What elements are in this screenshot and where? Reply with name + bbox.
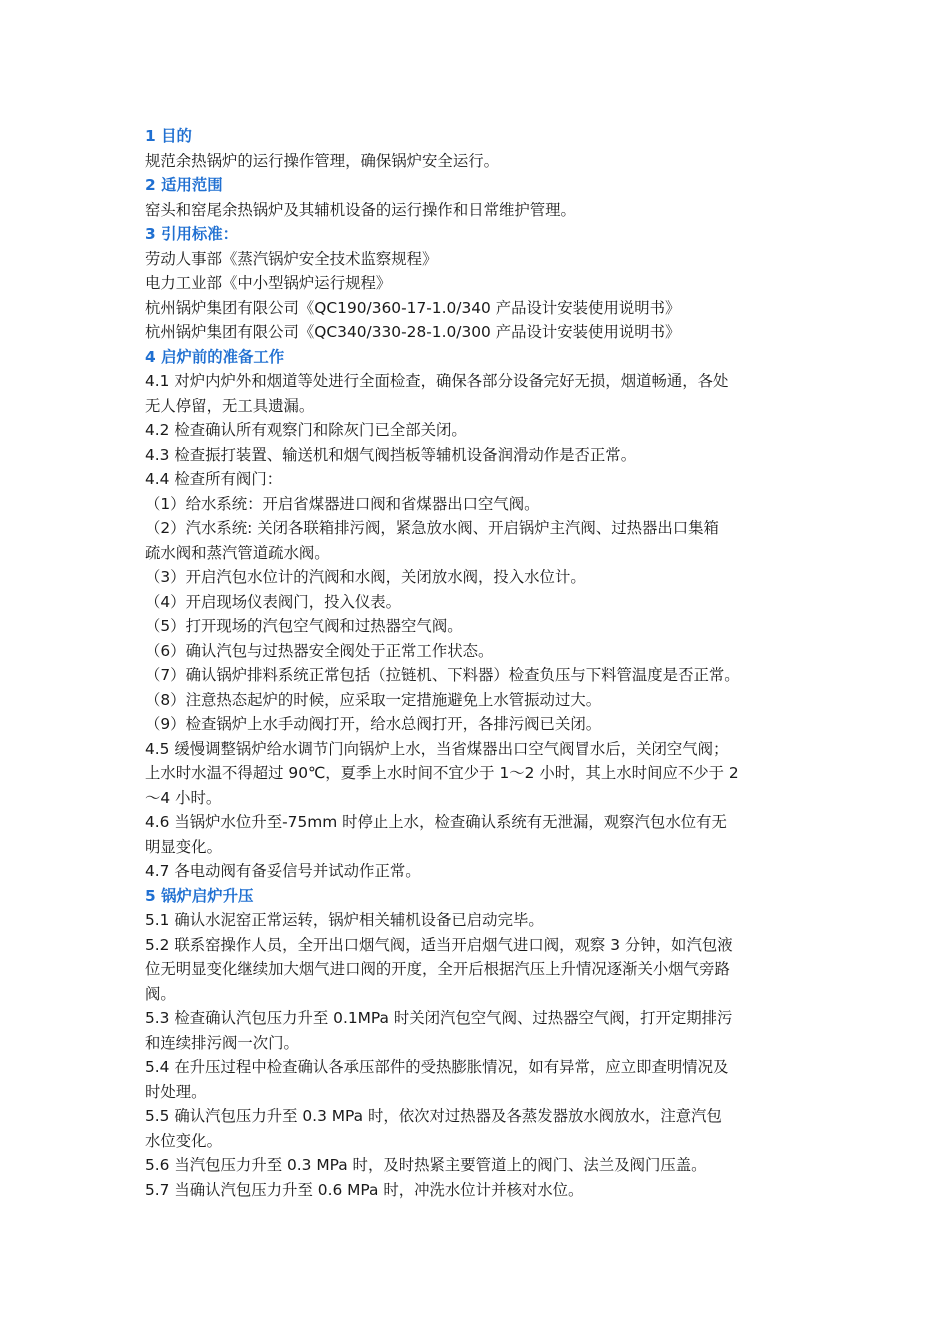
- text-line: 5.5 确认汽包压力升至 0.3 MPa 时，依次对过热器及各蒸发器放水阀放水，注意汽包: [145, 1107, 722, 1125]
- text-line: （7）确认锅炉排料系统正常包括（拉链机、下料器）检查负压与下料管温度是否正常。: [145, 666, 740, 684]
- section-heading: 1 目的: [145, 127, 192, 145]
- section-heading: 2 适用范围: [145, 176, 223, 194]
- text-line: 疏水阀和蒸汽管道疏水阀。: [145, 543, 330, 562]
- text-line: 规范余热锅炉的运行操作管理，确保锅炉安全运行。: [145, 151, 499, 170]
- text-line: 和连续排污阀一次门。: [145, 1033, 299, 1052]
- text-line: 5.6 当汽包压力升至 0.3 MPa 时，及时热紧主要管道上的阀门、法兰及阀门压盖。: [145, 1156, 707, 1174]
- document-body: [145, 124, 810, 1202]
- text-line: 5.1 确认水泥窑正常运转，锅炉相关辅机设备已启动完毕。: [145, 911, 544, 929]
- section-heading: 5 锅炉启炉升压: [145, 886, 254, 905]
- text-line: 4.5 缓慢调整锅炉给水调节门向锅炉上水，当省煤器出口空气阀冒水后，关闭空气阀；: [145, 739, 729, 758]
- text-line: 5.7 当确认汽包压力升至 0.6 MPa 时，冲洗水位计并核对水位。: [145, 1180, 584, 1199]
- text-line: （3）开启汽包水位计的汽阀和水阀，关闭放水阀，投入水位计。: [145, 568, 586, 586]
- text-line: 时处理。: [145, 1082, 207, 1101]
- text-line: 水位变化。: [145, 1131, 222, 1150]
- text-line: 窑头和窑尾余热锅炉及其辅机设备的运行操作和日常维护管理。: [145, 200, 576, 219]
- section-heading: 3 引用标准：: [145, 225, 239, 243]
- text-line: 上水时水温不得超过 90℃，夏季上水时间不宜少于 1～2 小时，其上水时间应不少于 2: [145, 764, 739, 782]
- text-line: 电力工业部《中小型锅炉运行规程》: [145, 274, 392, 292]
- section-heading: 4 启炉前的准备工作: [145, 347, 285, 366]
- text-line: （5）打开现场的汽包空气阀和过热器空气阀。: [145, 617, 463, 635]
- text-line: 4.1 对炉内炉外和烟道等处进行全面检查，确保各部分设备完好无损，烟道畅通，各处: [145, 372, 729, 390]
- text-line: ～4 小时。: [145, 788, 222, 807]
- text-line: 位无明显变化继续加大烟气进口阀的开度，全开后根据汽压上升情况逐渐关小烟气旁路: [145, 960, 730, 978]
- text-line: 4.3 检查振打装置、输送机和烟气阀挡板等辅机设备润滑动作是否正常。: [145, 445, 637, 464]
- text-line: （9）检查锅炉上水手动阀打开，给水总阀打开，各排污阀已关闭。: [145, 715, 602, 733]
- text-line: 4.4 检查所有阀门：: [145, 470, 283, 488]
- text-line: （6）确认汽包与过热器安全阀处于正常工作状态。: [145, 641, 494, 660]
- text-line: 阀。: [145, 984, 176, 1003]
- text-line: 4.7 各电动阀有备妥信号并试动作正常。: [145, 862, 421, 880]
- text-line: （1）给水系统：开启省煤器进口阀和省煤器出口空气阀。: [145, 494, 540, 513]
- text-line: 杭州锅炉集团有限公司《QC190/360-17-1.0/340 产品设计安装使用说明书》: [145, 298, 681, 317]
- text-line: （2）汽水系统: 关闭各联箱排污阀，紧急放水阀、开启锅炉主汽阀、过热器出口集箱: [145, 519, 719, 537]
- text-line: （8）注意热态起炉的时候，应采取一定措施避免上水管振动过大。: [145, 690, 602, 709]
- text-line: 4.2 检查确认所有观察门和除灰门已全部关闭。: [145, 421, 467, 439]
- text-line: 无人停留，无工具遗漏。: [145, 396, 315, 415]
- text-line: （4）开启现场仪表阀门，投入仪表。: [145, 592, 402, 611]
- text-line: 4.6 当锅炉水位升至-75mm 时停止上水，检查确认系统有无泄漏，观察汽包水位有无: [145, 813, 727, 831]
- text-line: 5.3 检查确认汽包压力升至 0.1MPa 时关闭汽包空气阀、过热器空气阀，打开定期排污: [145, 1009, 733, 1027]
- text-line: 明显变化。: [145, 837, 222, 856]
- text-line: 杭州锅炉集团有限公司《QC340/330-28-1.0/300 产品设计安装使用说明书》: [145, 323, 681, 341]
- text-line: 劳动人事部《蒸汽锅炉安全技术监察规程》: [145, 249, 438, 268]
- text-line: 5.2 联系窑操作人员，全开出口烟气阀，适当开启烟气进口阀，观察 3 分钟，如汽包液: [145, 935, 733, 954]
- text-line: 5.4 在升压过程中检查确认各承压部件的受热膨胀情况，如有异常，应立即查明情况及: [145, 1058, 729, 1076]
